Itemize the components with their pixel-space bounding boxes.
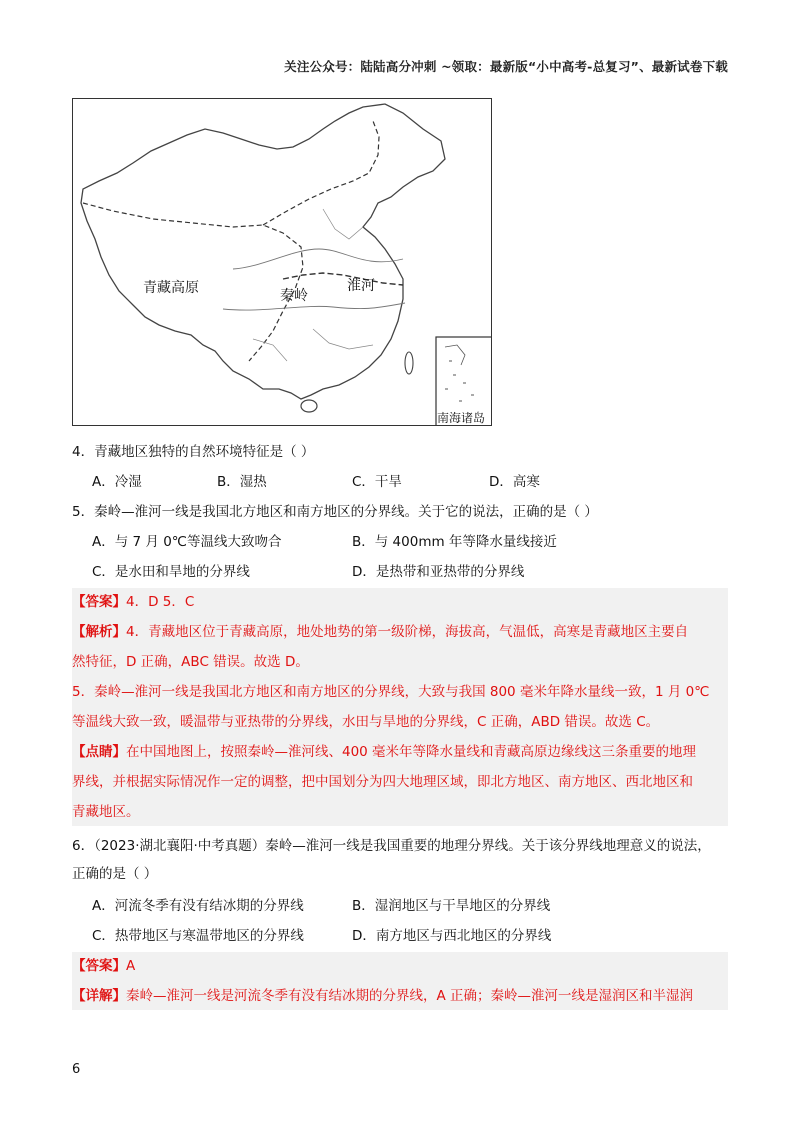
q4-option-c: C．干旱 [352, 474, 402, 490]
question-4-stem: 4．青藏地区独特的自然环境特征是（ ） [72, 444, 315, 460]
analysis-line-4: 等温线大致一致，暖温带与亚热带的分界线，水田与旱地的分界线，C 正确，ABD 错误。故选 C。 [72, 714, 660, 730]
label-qinghai-tibet-plateau: 青藏高原 [143, 280, 199, 296]
q4-option-d: D．高寒 [489, 474, 540, 490]
tip-line-1 [72, 742, 696, 762]
q5-option-d: D．是热带和亚热带的分界线 [352, 564, 525, 580]
analysis-line-3: 5．秦岭—淮河一线是我国北方地区和南方地区的分界线，大致与我国 800 毫米年降水量线一致，1 月 0℃ [72, 684, 710, 700]
detail-line-1 [72, 986, 693, 1006]
q5-option-c: C．是水田和旱地的分界线 [92, 564, 250, 580]
label-huaihe: 淮河 [347, 278, 375, 294]
page-header: 关注公众号：陆陆高分冲刺 ~领取：最新版“小中高考-总复习”、最新试卷下载 [284, 59, 728, 74]
question-6-stem-2: 正确的是（ ） [72, 866, 158, 882]
tip-tag: 【点睛】 [72, 744, 126, 760]
q4-option-b: B．湿热 [217, 474, 267, 490]
q4-option-a: A．冷湿 [92, 474, 142, 490]
china-map-figure [72, 98, 492, 426]
tip-text-1: 在中国地图上，按照秦岭—淮河线、400 毫米年等降水量线和青藏高原边缘线这三条重要的地理 [126, 744, 697, 760]
china-map-outline [73, 99, 492, 426]
answer-4-5 [72, 592, 194, 612]
q6-option-d: D．南方地区与西北地区的分界线 [352, 928, 552, 944]
analysis-line-1 [72, 622, 688, 642]
q6-option-c: C．热带地区与寒温带地区的分界线 [92, 928, 304, 944]
analysis-text-1: 4．青藏地区位于青藏高原，地处地势的第一级阶梯，海拔高，气温低，高寒是青藏地区主要自 [126, 624, 689, 640]
detail-tag: 【详解】 [72, 988, 126, 1004]
analysis-line-2: 然特征，D 正确，ABC 错误。故选 D。 [72, 654, 309, 670]
q5-option-b: B．与 400mm 年等降水量线接近 [352, 534, 557, 550]
answer-6 [72, 956, 135, 976]
answer-tag: 【答案】 [72, 594, 126, 610]
label-qinling: 秦岭 [280, 288, 308, 304]
page-number: 6 [72, 1062, 81, 1077]
q5-option-a: A．与 7 月 0℃等温线大致吻合 [92, 534, 282, 550]
q6-option-a: A．河流冬季有没有结冰期的分界线 [92, 898, 304, 914]
question-6-stem-1: 6．（2023·湖北襄阳·中考真题）秦岭—淮河一线是我国重要的地理分界线。关于该分界线地理意义的说法， [72, 838, 711, 854]
q6-option-b: B．湿润地区与干旱地区的分界线 [352, 898, 551, 914]
question-5-stem: 5．秦岭—淮河一线是我国北方地区和南方地区的分界线。关于它的说法，正确的是（ ） [72, 504, 598, 520]
tip-line-2: 界线，并根据实际情况作一定的调整，把中国划分为四大地理区域，即北方地区、南方地区、西北地区和 [72, 774, 693, 790]
detail-text-1: 秦岭—淮河一线是河流冬季有没有结冰期的分界线，A 正确；秦岭—淮河一线是湿润区和半湿润 [126, 988, 694, 1004]
answer-text: 4．D 5．C [126, 594, 195, 610]
tip-line-3: 青藏地区。 [72, 804, 140, 820]
analysis-tag: 【解析】 [72, 624, 126, 640]
answer-6-tag: 【答案】 [72, 958, 126, 974]
label-south-china-sea-islands: 南海诸岛 [437, 411, 486, 425]
answer-6-text: A [126, 958, 136, 974]
